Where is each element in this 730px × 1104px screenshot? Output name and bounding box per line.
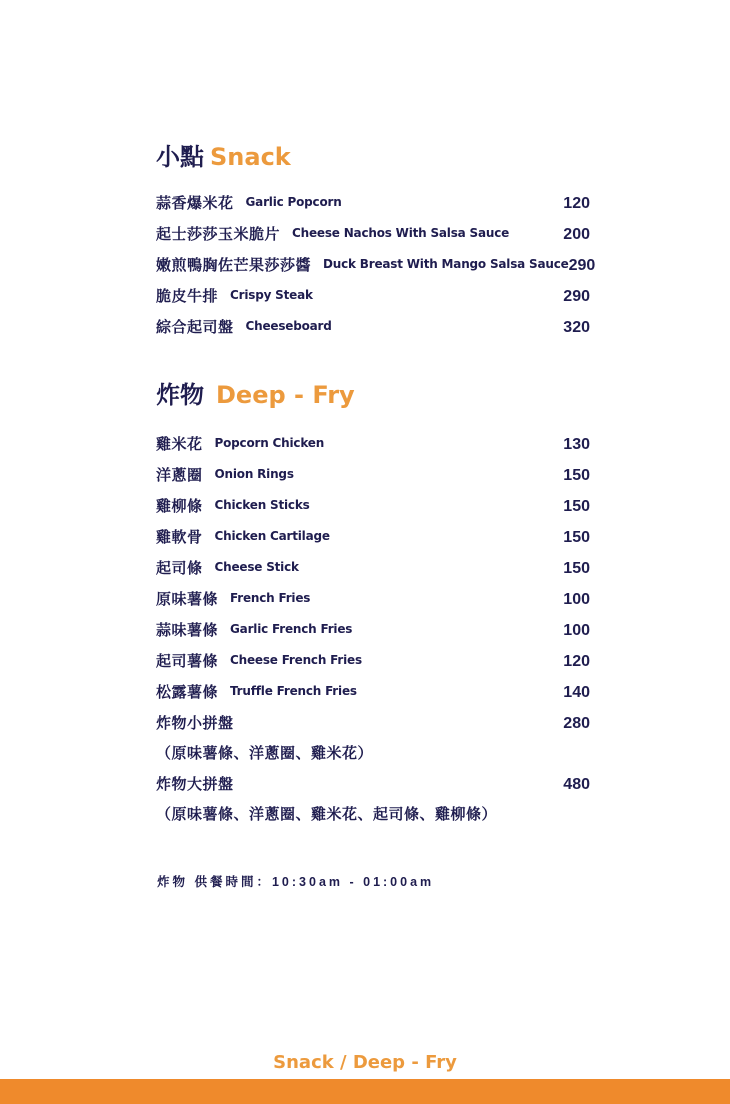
deep-fry-section-title (156, 380, 355, 410)
item-name-en: Chicken Sticks (214, 498, 310, 512)
menu-item (156, 617, 590, 641)
item-price: 290 (563, 288, 590, 305)
item-name-en: Popcorn Chicken (214, 436, 325, 450)
item-name-zh: 炸物大拼盤 (156, 774, 234, 793)
menu-item (156, 524, 590, 548)
item-price: 280 (563, 715, 590, 732)
item-price: 480 (563, 776, 590, 793)
menu-item (156, 586, 590, 610)
item-name-zh: 雞軟骨 (156, 527, 203, 546)
item-name-zh: 起司薯條 (156, 651, 219, 670)
item-price: 140 (563, 684, 590, 701)
item-name-en: Crispy Steak (230, 288, 313, 302)
item-name-zh: 雞米花 (156, 434, 203, 453)
menu-item (156, 283, 590, 307)
item-price: 130 (563, 436, 590, 453)
platter-note: （原味薯條、洋蔥圈、雞米花） (156, 744, 374, 762)
menu-item-platter-large (156, 771, 590, 795)
item-price: 100 (563, 591, 590, 608)
item-name-zh: 洋蔥圈 (156, 465, 203, 484)
item-price: 150 (563, 560, 590, 577)
item-name-zh: 原味薯條 (156, 589, 219, 608)
item-name-en: Duck Breast With Mango Salsa Sauce (323, 257, 569, 271)
item-name-en: Garlic Popcorn (245, 195, 342, 209)
item-name-zh: 松露薯條 (156, 682, 219, 701)
item-name-en: Cheeseboard (245, 319, 332, 333)
item-name-en: Onion Rings (214, 467, 294, 481)
menu-item (156, 221, 590, 245)
item-price: 120 (563, 653, 590, 670)
item-name-zh: 脆皮牛排 (156, 286, 219, 305)
item-price: 200 (563, 226, 590, 243)
deep-fry-title-en: Deep - Fry (216, 381, 355, 409)
item-name-zh: 雞柳條 (156, 496, 203, 515)
menu-item (156, 679, 590, 703)
platter-note: （原味薯條、洋蔥圈、雞米花、起司條、雞柳條） (156, 805, 498, 823)
item-name-en: Cheese French Fries (230, 653, 362, 667)
footer-label: Snack / Deep - Fry (273, 1052, 457, 1073)
menu-item (156, 190, 590, 214)
item-name-en: Cheese Stick (214, 560, 299, 574)
item-price: 150 (563, 498, 590, 515)
item-name-en: French Fries (230, 591, 311, 605)
item-name-zh: 嫩煎鴨胸佐芒果莎莎醬 (156, 255, 312, 274)
item-name-zh: 蒜香爆米花 (156, 193, 234, 212)
menu-item (156, 462, 590, 486)
item-name-en: Truffle French Fries (230, 684, 357, 698)
snack-title-zh: 小點 (156, 143, 204, 171)
snack-title-en: Snack (210, 143, 291, 171)
item-name-en: Chicken Cartilage (214, 529, 330, 543)
item-name-zh: 炸物小拼盤 (156, 713, 234, 732)
menu-item (156, 555, 590, 579)
item-price: 150 (563, 529, 590, 546)
menu-item (156, 648, 590, 672)
deep-fry-title-zh: 炸物 (156, 381, 204, 409)
item-name-en: Garlic French Fries (230, 622, 353, 636)
menu-item (156, 314, 590, 338)
snack-section-title (156, 142, 291, 172)
menu-item (156, 431, 590, 455)
serving-hours: 炸物 供餐時間：10:30am - 01:00am (157, 875, 435, 889)
item-name-zh: 蒜味薯條 (156, 620, 219, 639)
footer-bar (0, 1079, 730, 1104)
menu-item (156, 252, 596, 276)
item-price: 150 (563, 467, 590, 484)
menu-item (156, 493, 590, 517)
item-name-zh: 起司條 (156, 558, 203, 577)
item-name-zh: 綜合起司盤 (156, 317, 234, 336)
item-price: 120 (563, 195, 590, 212)
menu-item-platter-small (156, 710, 590, 734)
item-name-en: Cheese Nachos With Salsa Sauce (292, 226, 510, 240)
item-price: 100 (563, 622, 590, 639)
item-price: 320 (563, 319, 590, 336)
item-name-zh: 起士莎莎玉米脆片 (156, 224, 281, 243)
item-price: 290 (568, 257, 596, 274)
